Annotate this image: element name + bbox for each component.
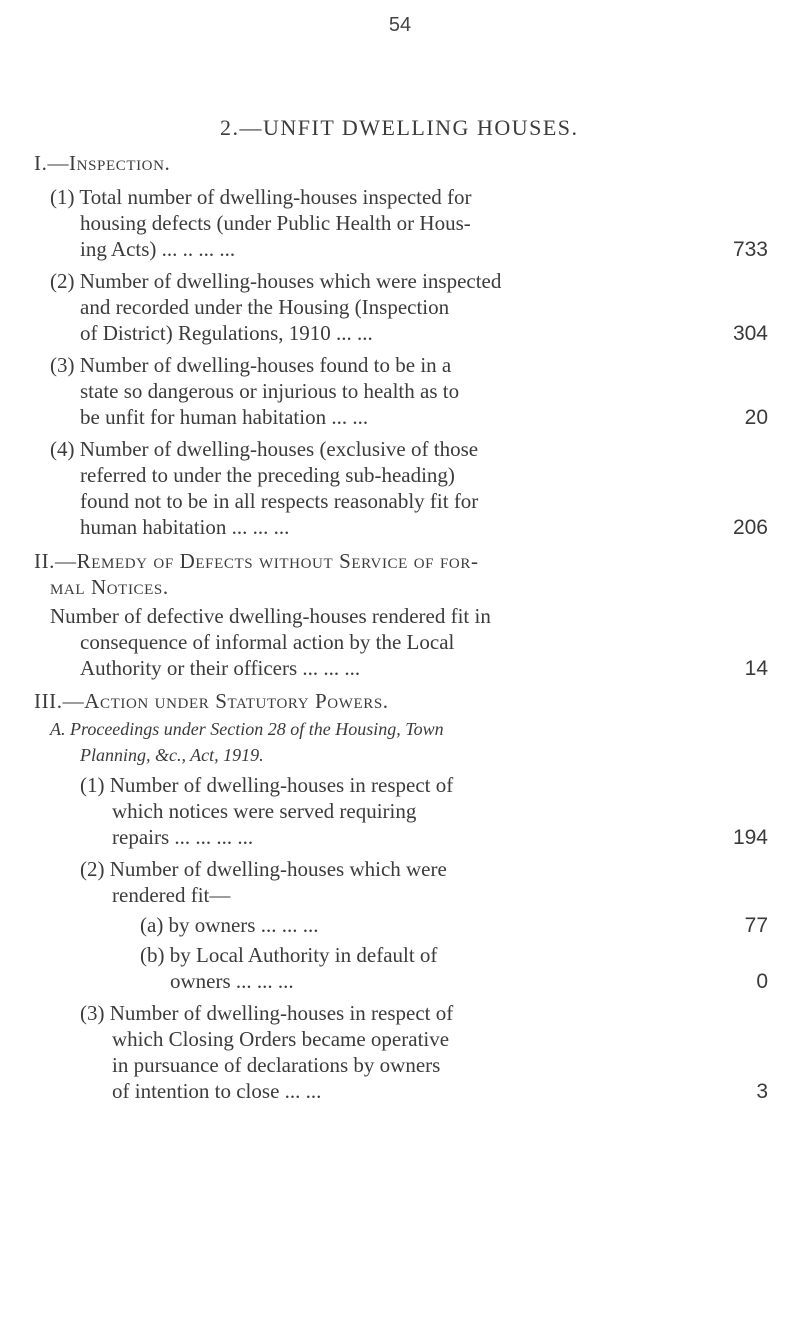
item-2-value: 304 (732, 322, 768, 345)
statutory-item-3-line-1: (3) Number of dwelling-houses in respect of (80, 1001, 454, 1025)
section-heading-statutory: III.—Action under Statutory Powers. (34, 689, 389, 713)
item-2-line-2: and recorded under the Housing (Inspection (80, 295, 450, 319)
item-1-line-1: (1) Total number of dwelling-houses inspected for (50, 185, 472, 209)
item-2-line-1: (2) Number of dwelling-houses which were inspected (50, 269, 502, 293)
statutory-item-2-line-2: rendered fit— (112, 883, 231, 907)
remedy-line-3: Authority or their officers ... ... ... (80, 656, 361, 680)
statutory-item-1-line-1: (1) Number of dwelling-houses in respect of (80, 773, 454, 797)
section-heading-remedy-line-2: mal Notices. (50, 575, 169, 599)
statutory-item-3-line-4: of intention to close ... ... (112, 1079, 322, 1103)
item-1-line-3: ing Acts) ... .. ... ... (80, 237, 236, 261)
statutory-item-3-line-2: which Closing Orders became operative (112, 1027, 450, 1051)
item-4-line-3: found not to be in all respects reasonably fit for (80, 489, 479, 513)
item-1-line-2: housing defects (under Public Health or Hous- (80, 211, 471, 235)
statutory-item-1-line-3: repairs ... ... ... ... (112, 825, 254, 849)
statutory-item-3-value: 3 (756, 1080, 768, 1103)
statutory-item-2a-line: (a) by owners ... ... ... (140, 913, 319, 937)
statutory-item-1-value: 194 (732, 826, 768, 849)
item-3-value: 20 (744, 406, 768, 429)
remedy-line-2: consequence of informal action by the Local (80, 630, 455, 654)
statutory-item-2b-line-1: (b) by Local Authority in default of (140, 943, 438, 967)
statutory-item-1-line-2: which notices were served requiring (112, 799, 417, 823)
statutory-item-2-line-1: (2) Number of dwelling-houses which were (80, 857, 447, 881)
remedy-line-1: Number of defective dwelling-houses rendered fit in (50, 604, 491, 628)
item-4-line-4: human habitation ... ... ... (80, 515, 290, 539)
statutory-item-2b-value: 0 (756, 970, 768, 993)
item-1-value: 733 (732, 238, 768, 261)
statutory-item-3-line-3: in pursuance of declarations by owners (112, 1053, 441, 1077)
remedy-value: 14 (744, 657, 768, 680)
item-3-line-3: be unfit for human habitation ... ... (80, 405, 369, 429)
page-number: 54 (388, 14, 412, 36)
subheading-line-2: Planning, &c., Act, 1919. (80, 745, 264, 765)
item-4-value: 206 (732, 516, 768, 539)
item-3-line-2: state so dangerous or injurious to health as to (80, 379, 460, 403)
item-4-line-1: (4) Number of dwelling-houses (exclusive of those (50, 437, 479, 461)
statutory-item-2a-value: 77 (744, 914, 768, 937)
page-title: 2.—UNFIT DWELLING HOUSES. (220, 115, 579, 140)
statutory-item-2b-line-2: owners ... ... ... (170, 969, 294, 993)
section-heading-inspection: I.—Inspection. (34, 151, 171, 175)
subheading-line-1: A. Proceedings under Section 28 of the Housing, Town (50, 719, 444, 739)
item-3-line-1: (3) Number of dwelling-houses found to be in a (50, 353, 452, 377)
section-heading-remedy-line-1: II.—Remedy of Defects without Service of for- (34, 549, 479, 573)
item-2-line-3: of District) Regulations, 1910 ... ... (80, 321, 373, 345)
item-4-line-2: referred to under the preceding sub-heading) (80, 463, 455, 487)
